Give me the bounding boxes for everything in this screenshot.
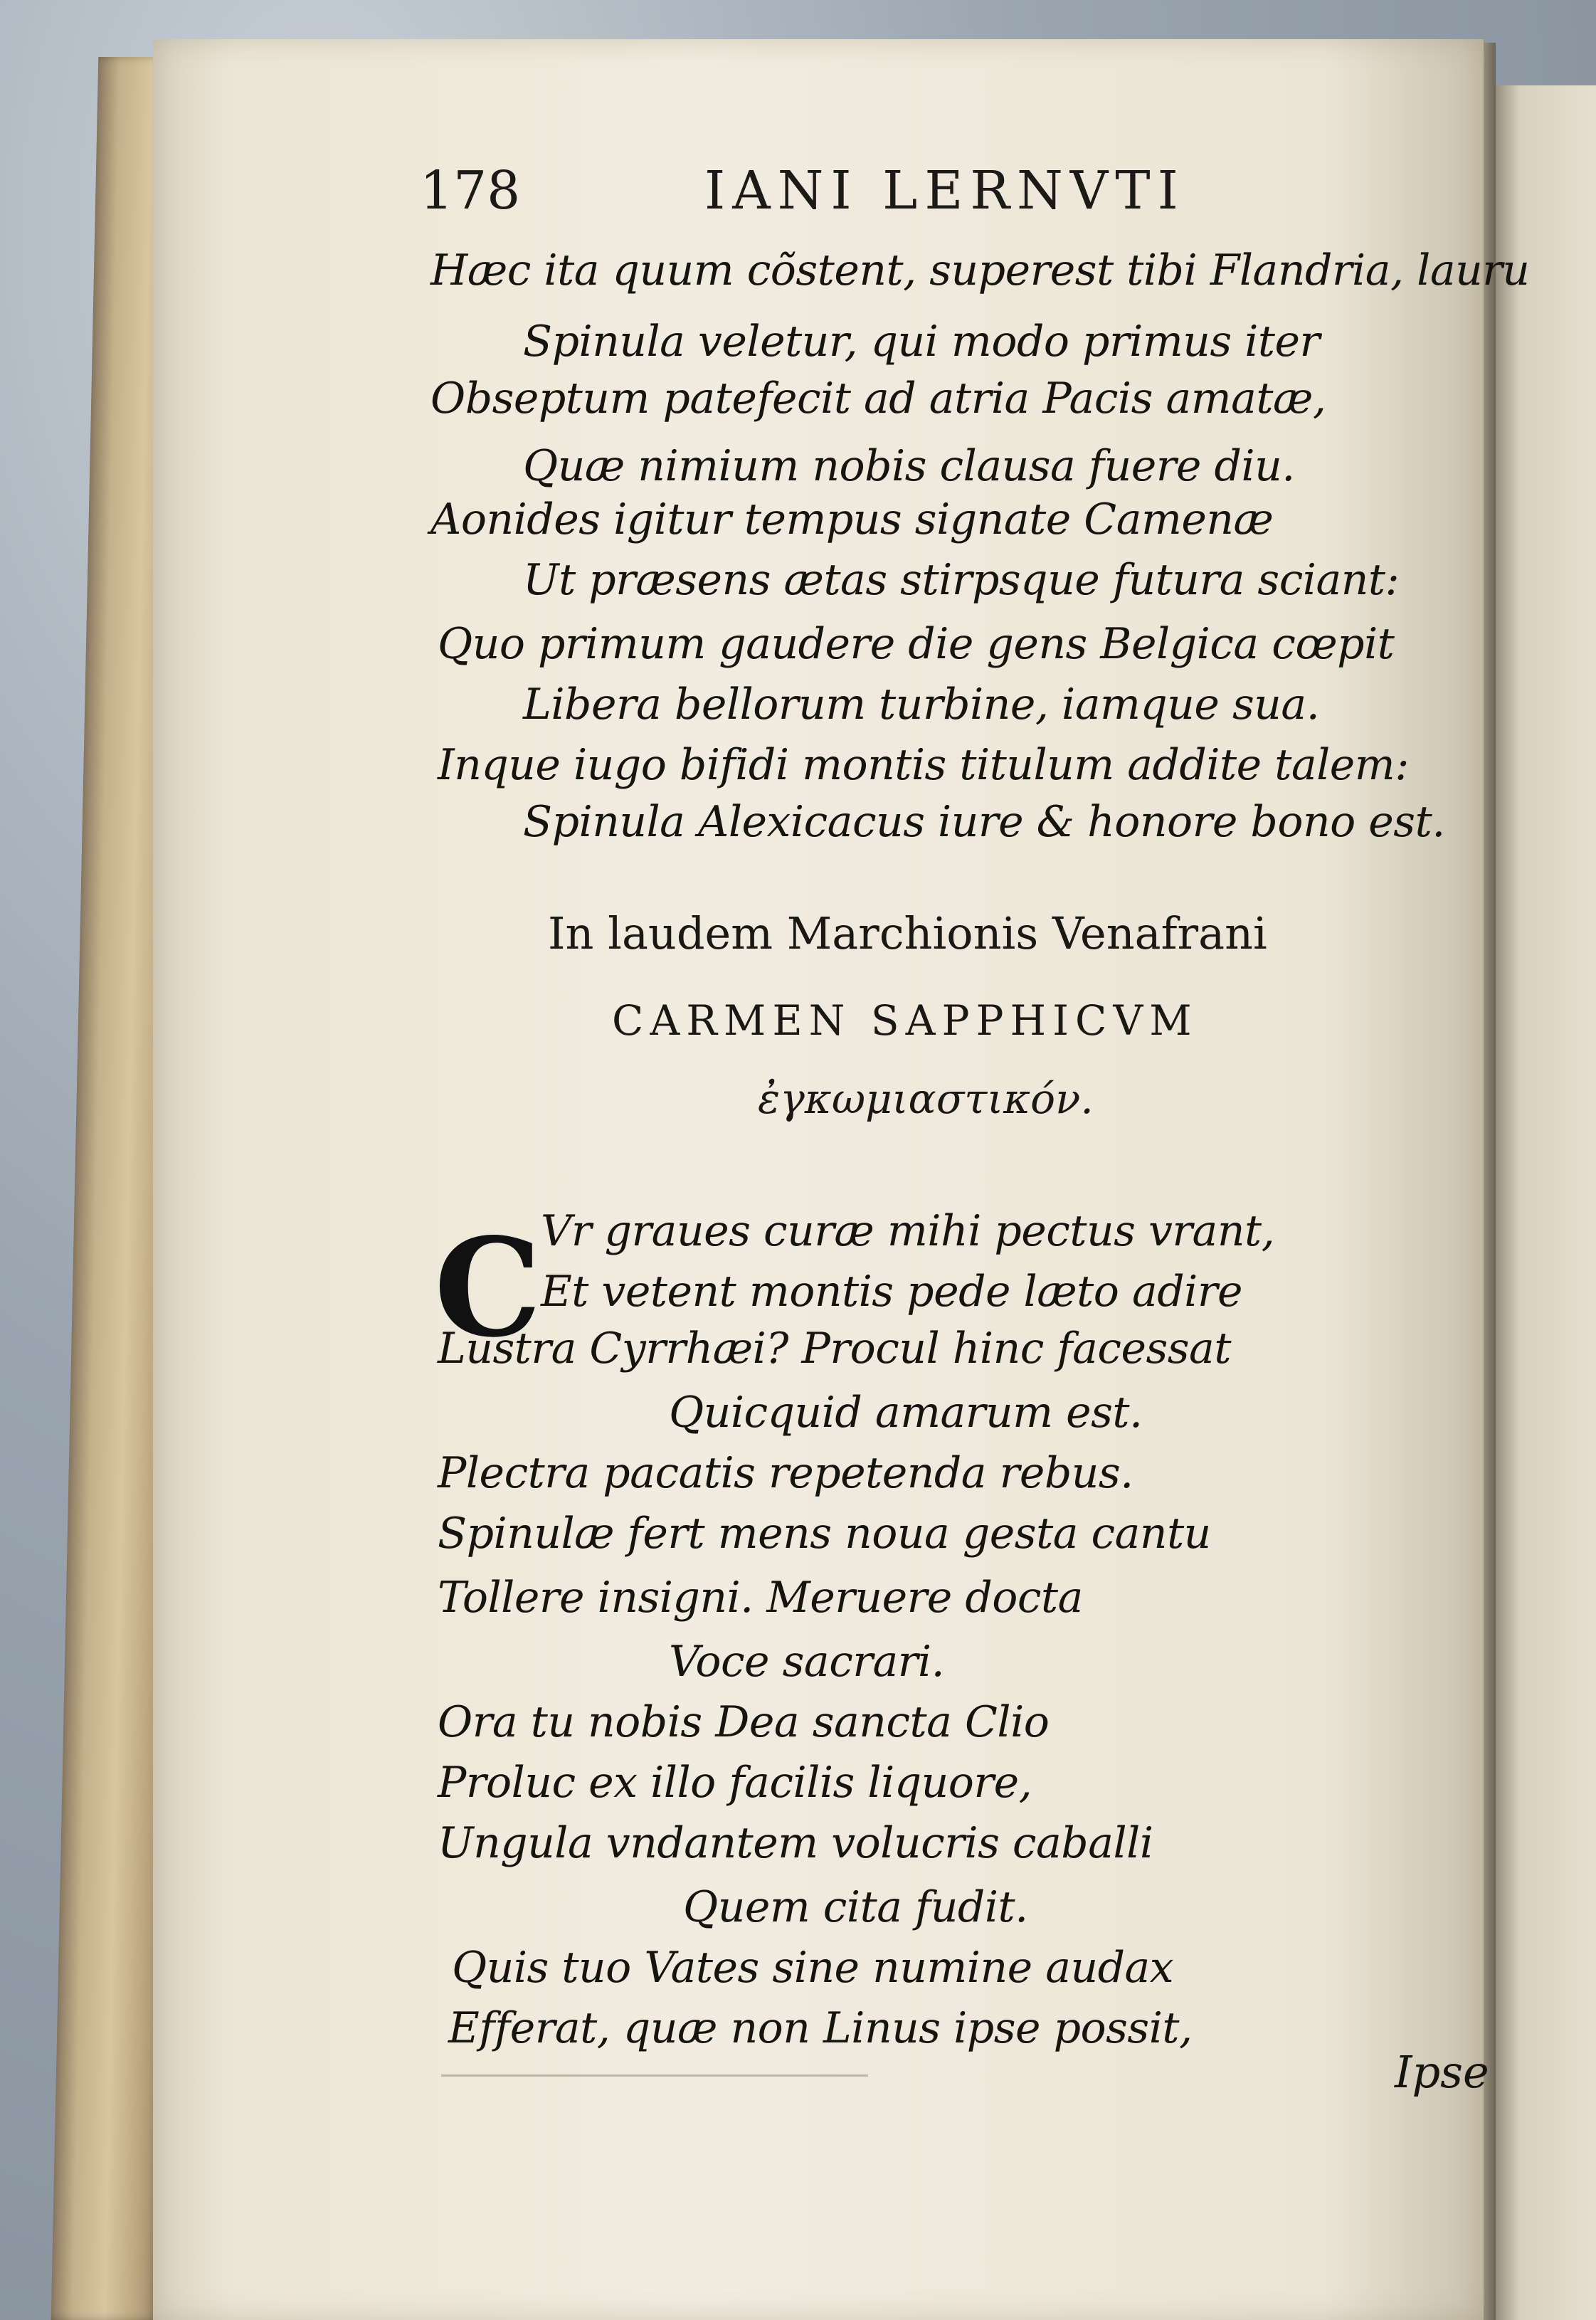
bottom-rule xyxy=(441,2074,868,2077)
verse-line: Spinula veletur, qui modo primus iter xyxy=(523,317,1320,367)
verse-line: Tollere insigni. Meruere docta xyxy=(438,1573,1083,1623)
verse-line: Inque iugo bifidi montis titulum addite talem: xyxy=(438,740,1409,790)
poem-title: In laudem Marchionis Venafrani xyxy=(548,907,1267,959)
verse-line: Vr graues curæ mihi pectus vrant, xyxy=(541,1206,1275,1256)
verse-line: Lustra Cyrrhæi? Procul hinc facessat xyxy=(438,1324,1231,1373)
verse-line: Obseptum patefecit ad atria Pacis amatæ, xyxy=(430,374,1326,423)
verse-line: Aonides igitur tempus signate Camenæ xyxy=(430,495,1274,544)
verse-line: Efferat, quæ non Linus ipse possit, xyxy=(448,2003,1193,2053)
verse-line: Hæc ita quum cõstent, superest tibi Flandria, lauru xyxy=(430,246,1530,295)
verse-line: Libera bellorum turbine, iamque sua. xyxy=(523,680,1320,729)
verse-line: Ungula vndantem volucris caballi xyxy=(438,1818,1153,1868)
verse-line: Voce sacrari. xyxy=(669,1637,945,1687)
verse-line: Quæ nimium nobis clausa fuere diu. xyxy=(523,441,1295,491)
verse-line: Spinulæ fert mens noua gesta cantu xyxy=(438,1509,1211,1559)
catchword: Ipse xyxy=(1395,2046,1489,2098)
verse-line: Spinula Alexicacus iure & honore bono est. xyxy=(523,797,1445,847)
verse-line: Quem cita fudit. xyxy=(683,1882,1028,1932)
running-title: IANI LERNVTI xyxy=(704,160,1185,221)
verse-line: Ut præsens ætas stirpsque futura sciant: xyxy=(523,555,1400,605)
verse-line: Quis tuo Vates sine numine audax xyxy=(452,1943,1174,1993)
verse-line: Plectra pacatis repetenda rebus. xyxy=(438,1448,1133,1498)
verse-line: Ora tu nobis Dea sancta Clio xyxy=(438,1697,1050,1747)
poem-greek-subtitle: ἐγκωμιαστικόν. xyxy=(758,1075,1094,1123)
verse-line: Et vetent montis pede læto adire xyxy=(541,1267,1243,1317)
verse-line: Quo primum gaudere die gens Belgica cœpit xyxy=(438,619,1395,669)
poem-genre: CARMEN SAPPHICVM xyxy=(612,996,1198,1045)
drop-capital: C xyxy=(434,1208,542,1367)
page-number: 178 xyxy=(420,160,521,221)
facing-page xyxy=(1487,85,1596,2320)
verse-line: Quicquid amarum est. xyxy=(669,1388,1143,1438)
verse-line: Proluc ex illo facilis liquore, xyxy=(438,1758,1032,1808)
